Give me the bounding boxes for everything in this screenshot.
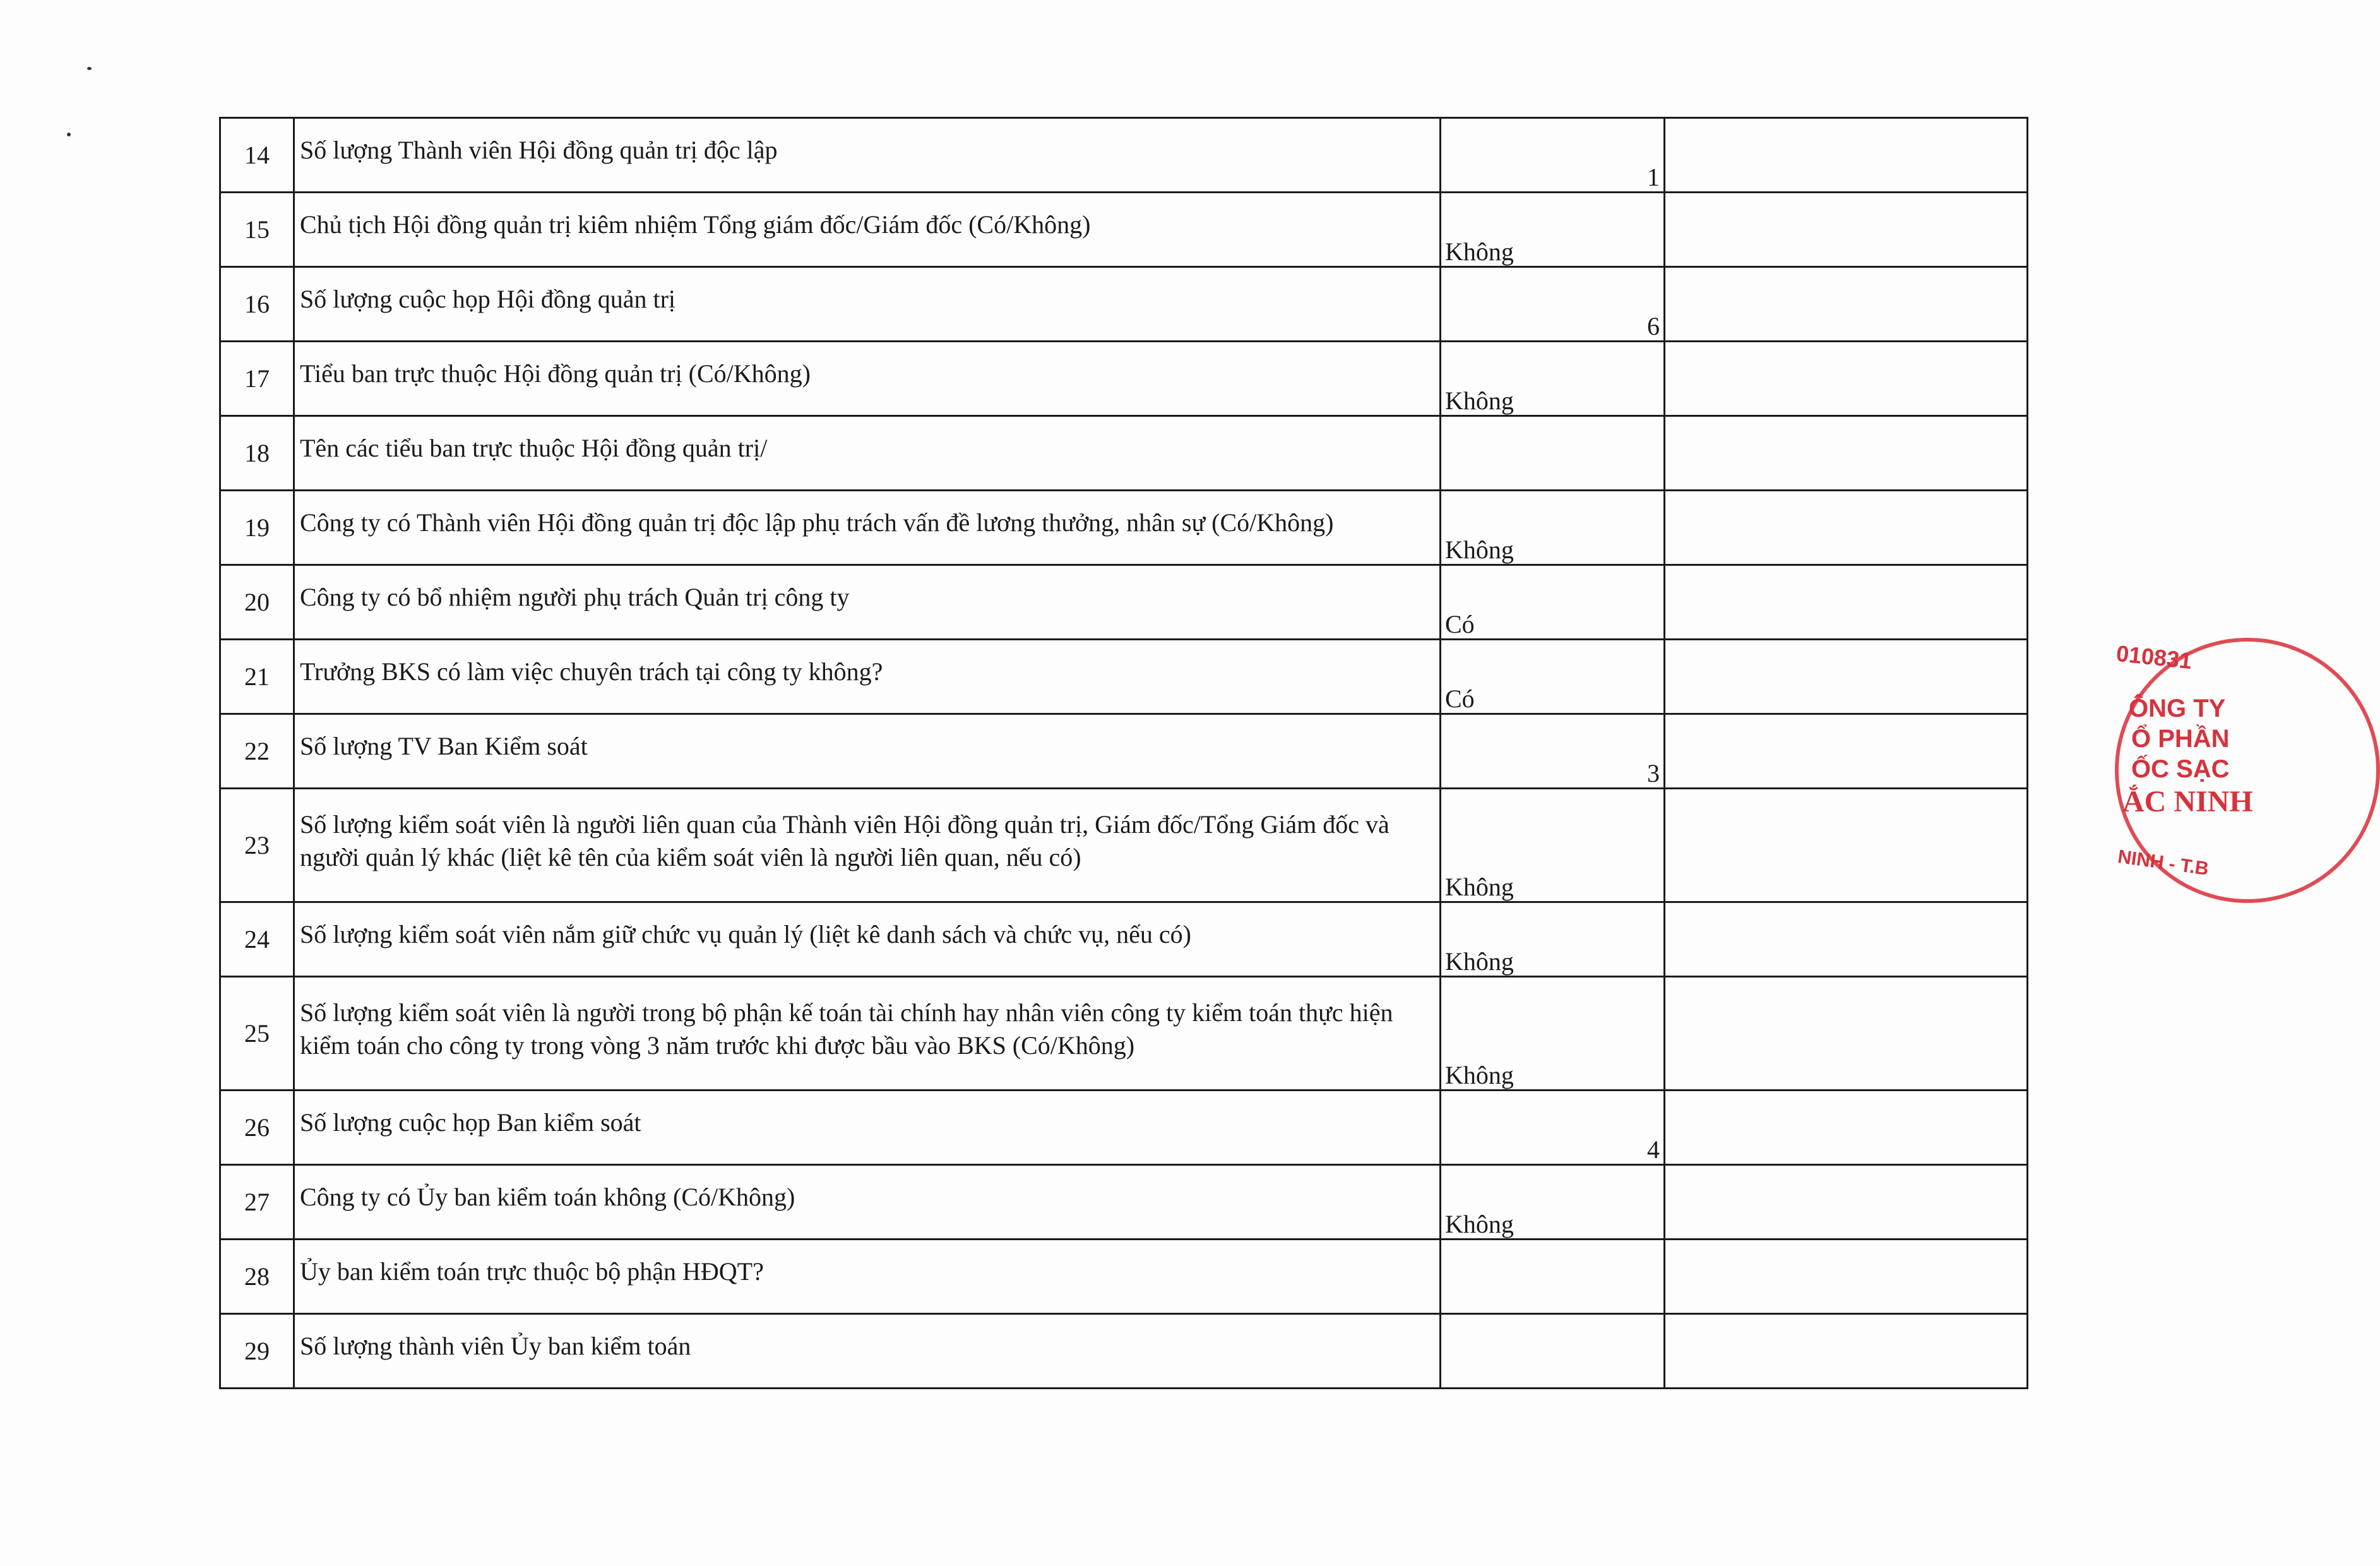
row-description: Số lượng kiểm soát viên là người liên quan của Thành viên Hội đồng quản trị, Giám đốc/Tổng Giám đốc và người quản lý khác (liệt kê tên của kiểm soát viên là người liên quan, nếu có) [294,789,1441,902]
row-value-cell [1441,342,1665,416]
row-value: Không [1445,535,1514,564]
seal-code: 010831 [2115,640,2194,674]
row-value-cell [1441,977,1665,1091]
row-value-cell [1441,193,1665,267]
scan-speck [67,133,71,136]
row-value: Không [1445,237,1514,266]
row-note [1665,977,2028,1091]
seal-text: ẮC NINH [2122,785,2253,818]
row-value-cell [1441,118,1665,193]
row-value-cell [1441,416,1665,491]
table-row [220,491,2028,565]
table-row [220,640,2028,714]
row-description: Số lượng cuộc họp Hội đồng quản trị [294,267,1441,342]
row-description: Số lượng kiểm soát viên là người trong bộ phận kế toán tài chính hay nhân viên công ty kiểm toán thực hiện kiểm toán cho công ty trong vòng 3 năm trước khi được bầu vào BKS (Có/Không) [294,977,1441,1091]
row-note [1665,193,2028,267]
row-description: Ủy ban kiểm toán trực thuộc bộ phận HĐQT? [294,1240,1441,1314]
row-description: Tiểu ban trực thuộc Hội đồng quản trị (Có/Không) [294,342,1441,416]
seal-text: ỐC SẠC [2131,755,2230,783]
row-description: Số lượng Thành viên Hội đồng quản trị độc lập [294,118,1441,193]
row-number: 20 [220,565,294,640]
table-row [220,789,2028,902]
row-note [1665,1314,2028,1389]
row-value: Không [1445,1210,1514,1238]
table-row [220,1165,2028,1240]
row-value: 1 [1647,163,1660,191]
table-row [220,193,2028,267]
row-number: 26 [220,1091,294,1165]
row-number: 19 [220,491,294,565]
row-value-cell [1441,1240,1665,1314]
row-value: Không [1445,873,1514,901]
row-value: Không [1445,947,1514,976]
row-number: 24 [220,902,294,977]
row-value-cell [1441,714,1665,789]
row-number: 18 [220,416,294,491]
row-note [1665,267,2028,342]
row-value-cell [1441,902,1665,977]
row-number: 25 [220,977,294,1091]
row-description: Số lượng thành viên Ủy ban kiểm toán [294,1314,1441,1389]
row-number: 22 [220,714,294,789]
row-value: 4 [1647,1135,1660,1164]
table-row [220,342,2028,416]
row-description: Công ty có Ủy ban kiểm toán không (Có/Không) [294,1165,1441,1240]
row-description: Công ty có bổ nhiệm người phụ trách Quản trị công ty [294,565,1441,640]
row-description: Công ty có Thành viên Hội đồng quản trị độc lập phụ trách vấn đề lương thưởng, nhân sự (Có/Không) [294,491,1441,565]
row-value-cell [1441,565,1665,640]
table-row [220,565,2028,640]
row-note [1665,342,2028,416]
row-value: 3 [1647,759,1660,787]
row-number: 21 [220,640,294,714]
table-row [220,977,2028,1091]
row-value-cell [1441,267,1665,342]
row-value-cell [1441,1165,1665,1240]
table-row [220,902,2028,977]
row-value: Có [1445,610,1475,638]
row-value-cell [1441,1091,1665,1165]
row-value: Không [1445,1061,1514,1089]
row-note [1665,1165,2028,1240]
table-row [220,714,2028,789]
row-note [1665,902,2028,977]
table-body [220,118,2028,1389]
seal-location: NINH - T.B [2116,846,2210,880]
row-description: Số lượng cuộc họp Ban kiểm soát [294,1091,1441,1165]
row-note [1665,118,2028,193]
table-row [220,1091,2028,1165]
row-note [1665,416,2028,491]
row-value: Có [1445,684,1475,713]
table-row [220,1314,2028,1389]
row-value: Không [1445,386,1514,415]
row-value-cell [1441,1314,1665,1389]
row-number: 15 [220,193,294,267]
row-number: 16 [220,267,294,342]
scan-speck [87,67,92,70]
seal-text: ÔNG TY [2129,695,2226,722]
row-description: Tên các tiểu ban trực thuộc Hội đồng quản trị/ [294,416,1441,491]
row-value-cell [1441,491,1665,565]
row-number: 17 [220,342,294,416]
row-number: 23 [220,789,294,902]
company-seal [2102,631,2253,909]
row-number: 14 [220,118,294,193]
governance-table [219,117,2028,1389]
row-number: 27 [220,1165,294,1240]
row-note [1665,789,2028,902]
row-description: Số lượng kiểm soát viên nắm giữ chức vụ quản lý (liệt kê danh sách và chức vụ, nếu có) [294,902,1441,977]
row-number: 28 [220,1240,294,1314]
row-description: Số lượng TV Ban Kiểm soát [294,714,1441,789]
row-note [1665,1240,2028,1314]
row-number: 29 [220,1314,294,1389]
row-description: Chủ tịch Hội đồng quản trị kiêm nhiệm Tổng giám đốc/Giám đốc (Có/Không) [294,193,1441,267]
seal-text: Ổ PHẦN [2131,725,2230,753]
row-note [1665,640,2028,714]
row-value-cell [1441,789,1665,902]
row-note [1665,565,2028,640]
row-value: 6 [1647,312,1660,340]
table-row [220,1240,2028,1314]
row-note [1665,491,2028,565]
row-note [1665,714,2028,789]
row-value-cell [1441,640,1665,714]
table-row [220,267,2028,342]
row-note [1665,1091,2028,1165]
table-row [220,416,2028,491]
table-row [220,118,2028,193]
row-description: Trưởng BKS có làm việc chuyên trách tại công ty không? [294,640,1441,714]
